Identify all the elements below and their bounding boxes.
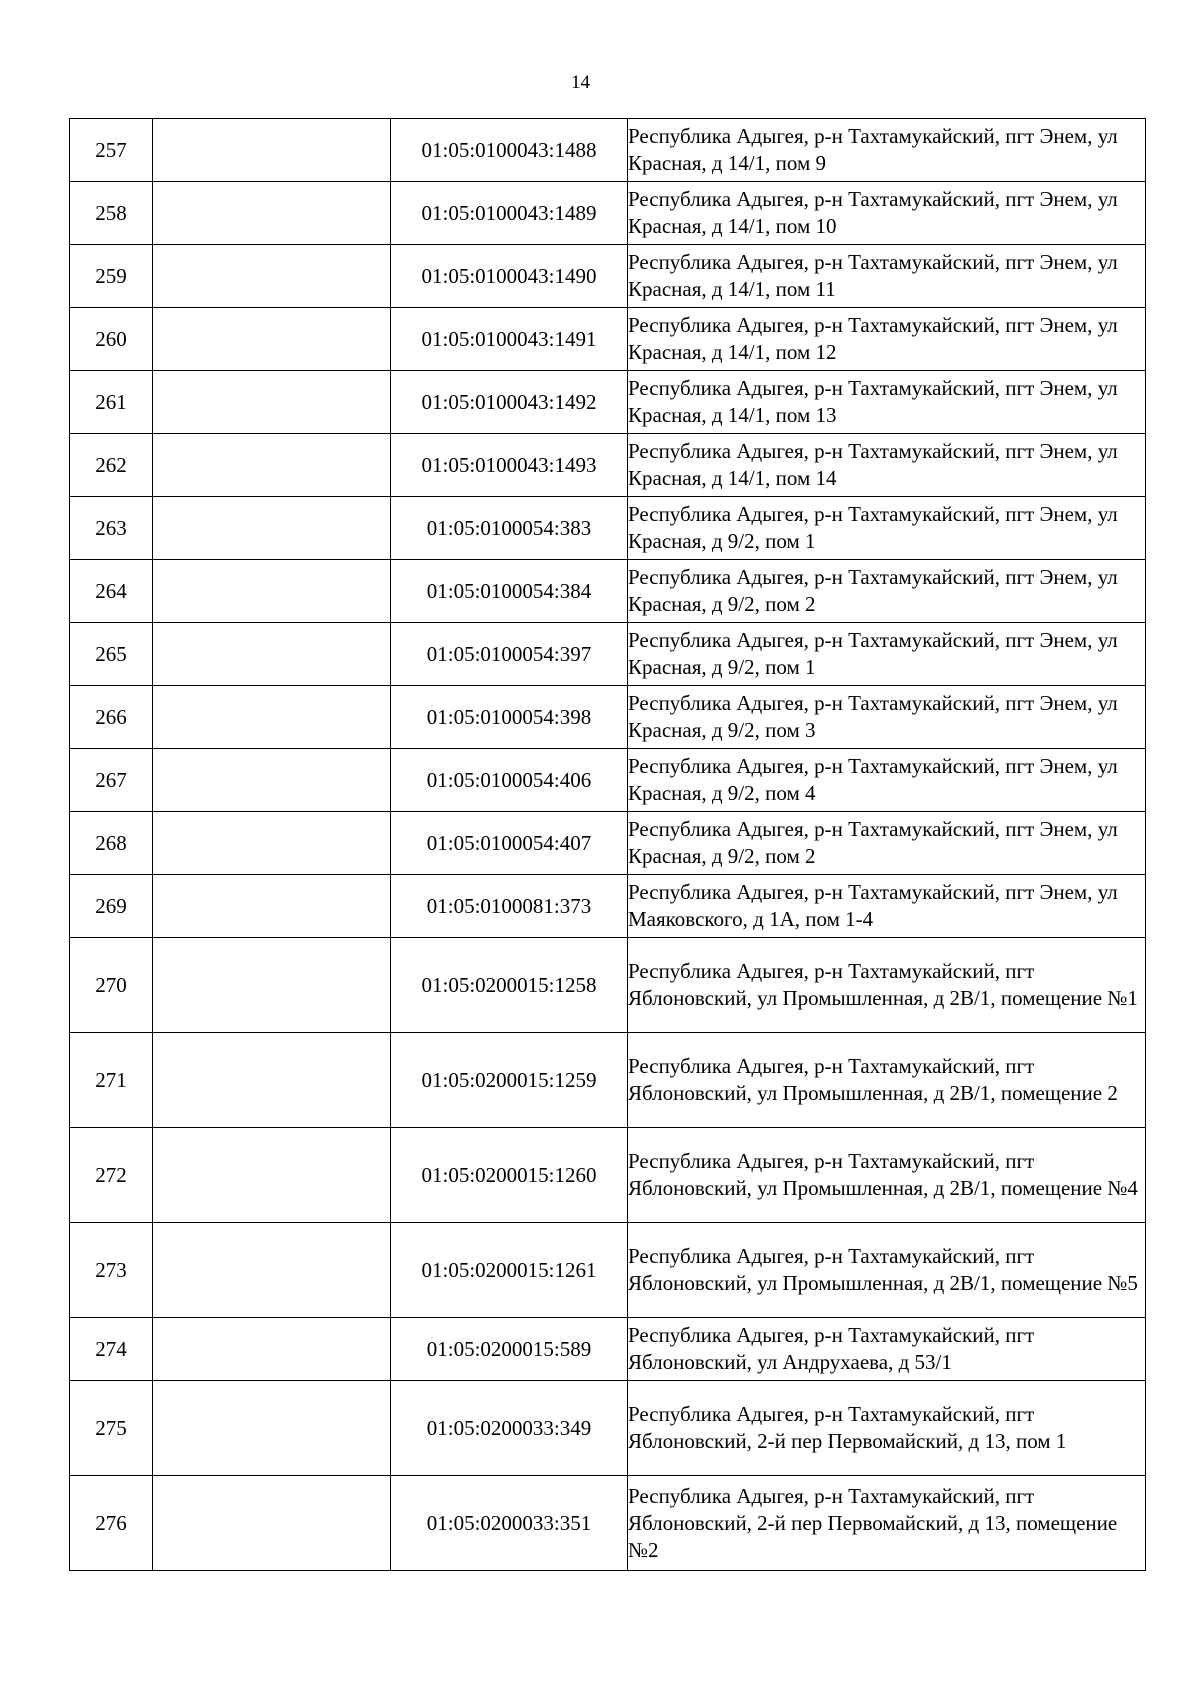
table-row — [70, 560, 1146, 623]
owner-cell — [153, 560, 391, 623]
address: Республика Адыгея, р-н Тахтамукайский, пгт Яблоновский, ул Андрухаева, д 53/1 — [628, 1318, 1146, 1381]
row-number: 261 — [70, 371, 153, 434]
row-number: 269 — [70, 875, 153, 938]
cadastral-number: 01:05:0100054:406 — [391, 749, 628, 812]
row-number: 270 — [70, 938, 153, 1033]
cadastral-number: 01:05:0200015:589 — [391, 1318, 628, 1381]
owner-cell — [153, 119, 391, 182]
table-row — [70, 1318, 1146, 1381]
row-number: 272 — [70, 1128, 153, 1223]
row-number: 264 — [70, 560, 153, 623]
cadastral-number: 01:05:0100043:1491 — [391, 308, 628, 371]
address: Республика Адыгея, р-н Тахтамукайский, пгт Энем, ул Красная, д 9/2, пом 2 — [628, 812, 1146, 875]
owner-cell — [153, 308, 391, 371]
owner-cell — [153, 1381, 391, 1476]
address: Республика Адыгея, р-н Тахтамукайский, пгт Энем, ул Красная, д 9/2, пом 1 — [628, 623, 1146, 686]
row-number: 260 — [70, 308, 153, 371]
table-row — [70, 371, 1146, 434]
cadastral-number: 01:05:0100043:1493 — [391, 434, 628, 497]
address: Республика Адыгея, р-н Тахтамукайский, пгт Яблоновский, 2-й пер Первомайский, д 13, пом 1 — [628, 1381, 1146, 1476]
owner-cell — [153, 1223, 391, 1318]
cadastral-number: 01:05:0200015:1259 — [391, 1033, 628, 1128]
table-row — [70, 1223, 1146, 1318]
row-number: 263 — [70, 497, 153, 560]
table-row — [70, 308, 1146, 371]
row-number: 257 — [70, 119, 153, 182]
table-row — [70, 623, 1146, 686]
owner-cell — [153, 1033, 391, 1128]
address: Республика Адыгея, р-н Тахтамукайский, пгт Яблоновский, ул Промышленная, д 2В/1, помещение №5 — [628, 1223, 1146, 1318]
cadastral-number: 01:05:0200015:1260 — [391, 1128, 628, 1223]
row-number: 267 — [70, 749, 153, 812]
cadastral-number: 01:05:0200033:349 — [391, 1381, 628, 1476]
owner-cell — [153, 1128, 391, 1223]
owner-cell — [153, 686, 391, 749]
owner-cell — [153, 875, 391, 938]
cadastral-number: 01:05:0100054:384 — [391, 560, 628, 623]
owner-cell — [153, 245, 391, 308]
cadastral-number: 01:05:0100081:373 — [391, 875, 628, 938]
address: Республика Адыгея, р-н Тахтамукайский, пгт Яблоновский, 2-й пер Первомайский, д 13, помещение №2 — [628, 1476, 1146, 1571]
table-row — [70, 1476, 1146, 1571]
row-number: 258 — [70, 182, 153, 245]
address: Республика Адыгея, р-н Тахтамукайский, пгт Энем, ул Красная, д 14/1, пом 14 — [628, 434, 1146, 497]
table-row — [70, 434, 1146, 497]
row-number: 262 — [70, 434, 153, 497]
address: Республика Адыгея, р-н Тахтамукайский, пгт Энем, ул Красная, д 14/1, пом 12 — [628, 308, 1146, 371]
table-row — [70, 497, 1146, 560]
owner-cell — [153, 749, 391, 812]
table-row — [70, 938, 1146, 1033]
owner-cell — [153, 812, 391, 875]
owner-cell — [153, 938, 391, 1033]
address: Республика Адыгея, р-н Тахтамукайский, пгт Энем, ул Красная, д 14/1, пом 9 — [628, 119, 1146, 182]
address: Республика Адыгея, р-н Тахтамукайский, пгт Энем, ул Маяковского, д 1А, пом 1-4 — [628, 875, 1146, 938]
cadastral-number: 01:05:0200015:1261 — [391, 1223, 628, 1318]
row-number: 276 — [70, 1476, 153, 1571]
owner-cell — [153, 623, 391, 686]
table-row — [70, 1033, 1146, 1128]
owner-cell — [153, 497, 391, 560]
cadastral-number: 01:05:0100054:397 — [391, 623, 628, 686]
owner-cell — [153, 182, 391, 245]
address: Республика Адыгея, р-н Тахтамукайский, пгт Энем, ул Красная, д 14/1, пом 13 — [628, 371, 1146, 434]
cadastral-number: 01:05:0100054:407 — [391, 812, 628, 875]
cadastral-number: 01:05:0100043:1490 — [391, 245, 628, 308]
owner-cell — [153, 371, 391, 434]
row-number: 266 — [70, 686, 153, 749]
table-row — [70, 812, 1146, 875]
address: Республика Адыгея, р-н Тахтамукайский, пгт Энем, ул Красная, д 14/1, пом 10 — [628, 182, 1146, 245]
table-row — [70, 749, 1146, 812]
address: Республика Адыгея, р-н Тахтамукайский, пгт Энем, ул Красная, д 9/2, пом 1 — [628, 497, 1146, 560]
table-row — [70, 875, 1146, 938]
address: Республика Адыгея, р-н Тахтамукайский, пгт Яблоновский, ул Промышленная, д 2В/1, помещение 2 — [628, 1033, 1146, 1128]
table-row — [70, 245, 1146, 308]
address: Республика Адыгея, р-н Тахтамукайский, пгт Энем, ул Красная, д 9/2, пом 2 — [628, 560, 1146, 623]
cadastral-number: 01:05:0100054:383 — [391, 497, 628, 560]
table-row — [70, 182, 1146, 245]
property-registry-table — [69, 118, 1146, 1571]
row-number: 268 — [70, 812, 153, 875]
address: Республика Адыгея, р-н Тахтамукайский, пгт Энем, ул Красная, д 9/2, пом 3 — [628, 686, 1146, 749]
table-row — [70, 119, 1146, 182]
owner-cell — [153, 1318, 391, 1381]
owner-cell — [153, 1476, 391, 1571]
cadastral-number: 01:05:0100043:1488 — [391, 119, 628, 182]
address: Республика Адыгея, р-н Тахтамукайский, пгт Энем, ул Красная, д 14/1, пом 11 — [628, 245, 1146, 308]
row-number: 271 — [70, 1033, 153, 1128]
address: Республика Адыгея, р-н Тахтамукайский, пгт Энем, ул Красная, д 9/2, пом 4 — [628, 749, 1146, 812]
cadastral-number: 01:05:0100054:398 — [391, 686, 628, 749]
table-row — [70, 1128, 1146, 1223]
row-number: 259 — [70, 245, 153, 308]
row-number: 275 — [70, 1381, 153, 1476]
address: Республика Адыгея, р-н Тахтамукайский, пгт Яблоновский, ул Промышленная, д 2В/1, помещение №4 — [628, 1128, 1146, 1223]
page-number: 14 — [571, 72, 590, 93]
row-number: 274 — [70, 1318, 153, 1381]
row-number: 273 — [70, 1223, 153, 1318]
table-row — [70, 1381, 1146, 1476]
cadastral-number: 01:05:0200033:351 — [391, 1476, 628, 1571]
table-row — [70, 686, 1146, 749]
cadastral-number: 01:05:0100043:1492 — [391, 371, 628, 434]
cadastral-number: 01:05:0200015:1258 — [391, 938, 628, 1033]
owner-cell — [153, 434, 391, 497]
address: Республика Адыгея, р-н Тахтамукайский, пгт Яблоновский, ул Промышленная, д 2В/1, помещение №1 — [628, 938, 1146, 1033]
cadastral-number: 01:05:0100043:1489 — [391, 182, 628, 245]
row-number: 265 — [70, 623, 153, 686]
